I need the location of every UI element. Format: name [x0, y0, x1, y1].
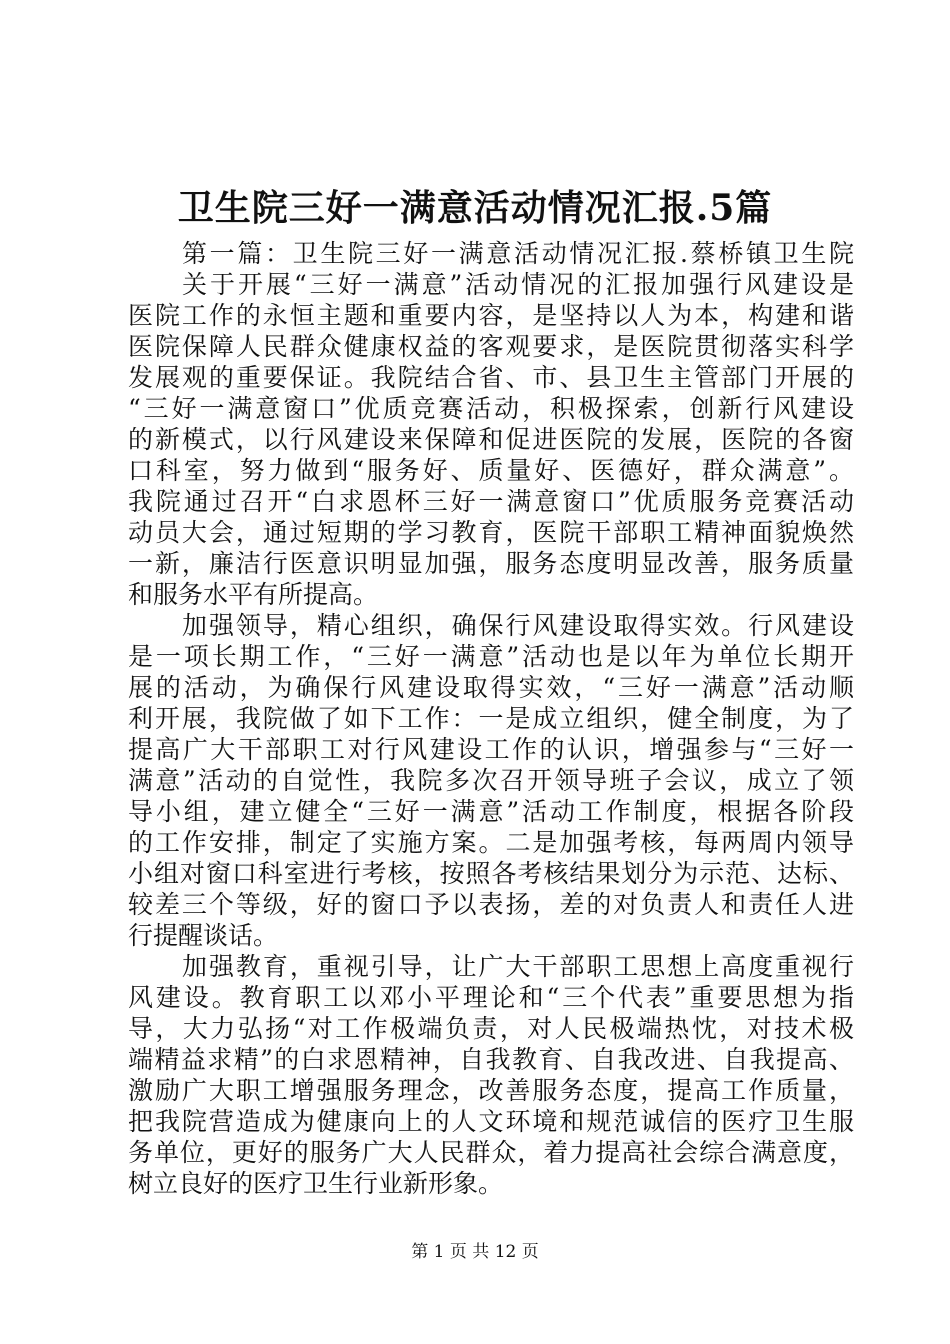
text-line: 小组对窗口科室进行考核，按照各考核结果划分为示范、达标、 [128, 859, 854, 888]
page-footer: 第 1 页 共 12 页 [411, 1242, 539, 1262]
text-line: 展的活动，为确保行风建设取得实效，“三好一满意”活动顺 [128, 673, 854, 702]
document-title: 卫生院三好一满意活动情况汇报.5篇 [177, 187, 773, 229]
text-line: 医院工作的永恒主题和重要内容，是坚持以人为本，构建和谐 [128, 301, 854, 330]
text-line: 导小组，建立健全“三好一满意”活动工作制度，根据各阶段 [128, 797, 854, 826]
text-line: 导，大力弘扬“对工作极端负责，对人民极端热忱，对技术极 [128, 1014, 854, 1043]
text-line: 第一篇：卫生院三好一满意活动情况汇报.蔡桥镇卫生院 [182, 239, 854, 268]
text-line: 较差三个等级，好的窗口予以表扬，差的对负责人和责任人进 [128, 890, 854, 919]
text-line: 风建设。教育职工以邓小平理论和“三个代表”重要思想为指 [128, 983, 854, 1012]
text-line: 利开展，我院做了如下工作：一是成立组织，健全制度，为了 [128, 704, 854, 733]
text-line: 是一项长期工作，“三好一满意”活动也是以年为单位长期开 [128, 642, 854, 671]
text-line: 关于开展“三好一满意”活动情况的汇报加强行风建设是 [182, 270, 854, 299]
document-body [128, 238, 854, 1199]
text-line: 端精益求精”的白求恩精神，自我教育、自我改进、自我提高、 [128, 1045, 854, 1074]
text-line: 的新模式，以行风建设来保障和促进医院的发展，医院的各窗 [128, 425, 854, 454]
text-line: 我院通过召开“白求恩杯三好一满意窗口”优质服务竞赛活动 [128, 487, 854, 516]
text-line: 和服务水平有所提高。 [128, 580, 379, 609]
text-line: 医院保障人民群众健康权益的客观要求，是医院贯彻落实科学 [128, 332, 854, 361]
text-line: 加强领导，精心组织，确保行风建设取得实效。行风建设 [182, 611, 854, 640]
text-line: 务单位，更好的服务广大人民群众，着力提高社会综合满意度， [128, 1138, 854, 1167]
text-line: 满意”活动的自觉性，我院多次召开领导班子会议，成立了领 [128, 766, 854, 795]
text-line: 加强教育，重视引导，让广大干部职工思想上高度重视行 [182, 952, 854, 981]
text-line: 提高广大干部职工对行风建设工作的认识，增强参与“三好一 [128, 735, 854, 764]
text-line: 树立良好的医疗卫生行业新形象。 [128, 1169, 504, 1198]
text-line: 行提醒谈话。 [128, 921, 279, 950]
text-line: 的工作安排，制定了实施方案。二是加强考核，每两周内领导 [128, 828, 854, 857]
text-line: 一新，廉洁行医意识明显加强，服务态度明显改善，服务质量 [128, 549, 854, 578]
text-line: 激励广大职工增强服务理念，改善服务态度，提高工作质量， [128, 1076, 854, 1105]
text-line: “三好一满意窗口”优质竞赛活动，积极探索，创新行风建设 [128, 394, 854, 423]
text-line: 发展观的重要保证。我院结合省、市、县卫生主管部门开展的 [128, 363, 854, 392]
text-line: 把我院营造成为健康向上的人文环境和规范诚信的医疗卫生服 [128, 1107, 854, 1136]
text-line: 口科室，努力做到“服务好、质量好、医德好，群众满意”。 [128, 456, 854, 485]
text-line: 动员大会，通过短期的学习教育，医院干部职工精神面貌焕然 [128, 518, 854, 547]
